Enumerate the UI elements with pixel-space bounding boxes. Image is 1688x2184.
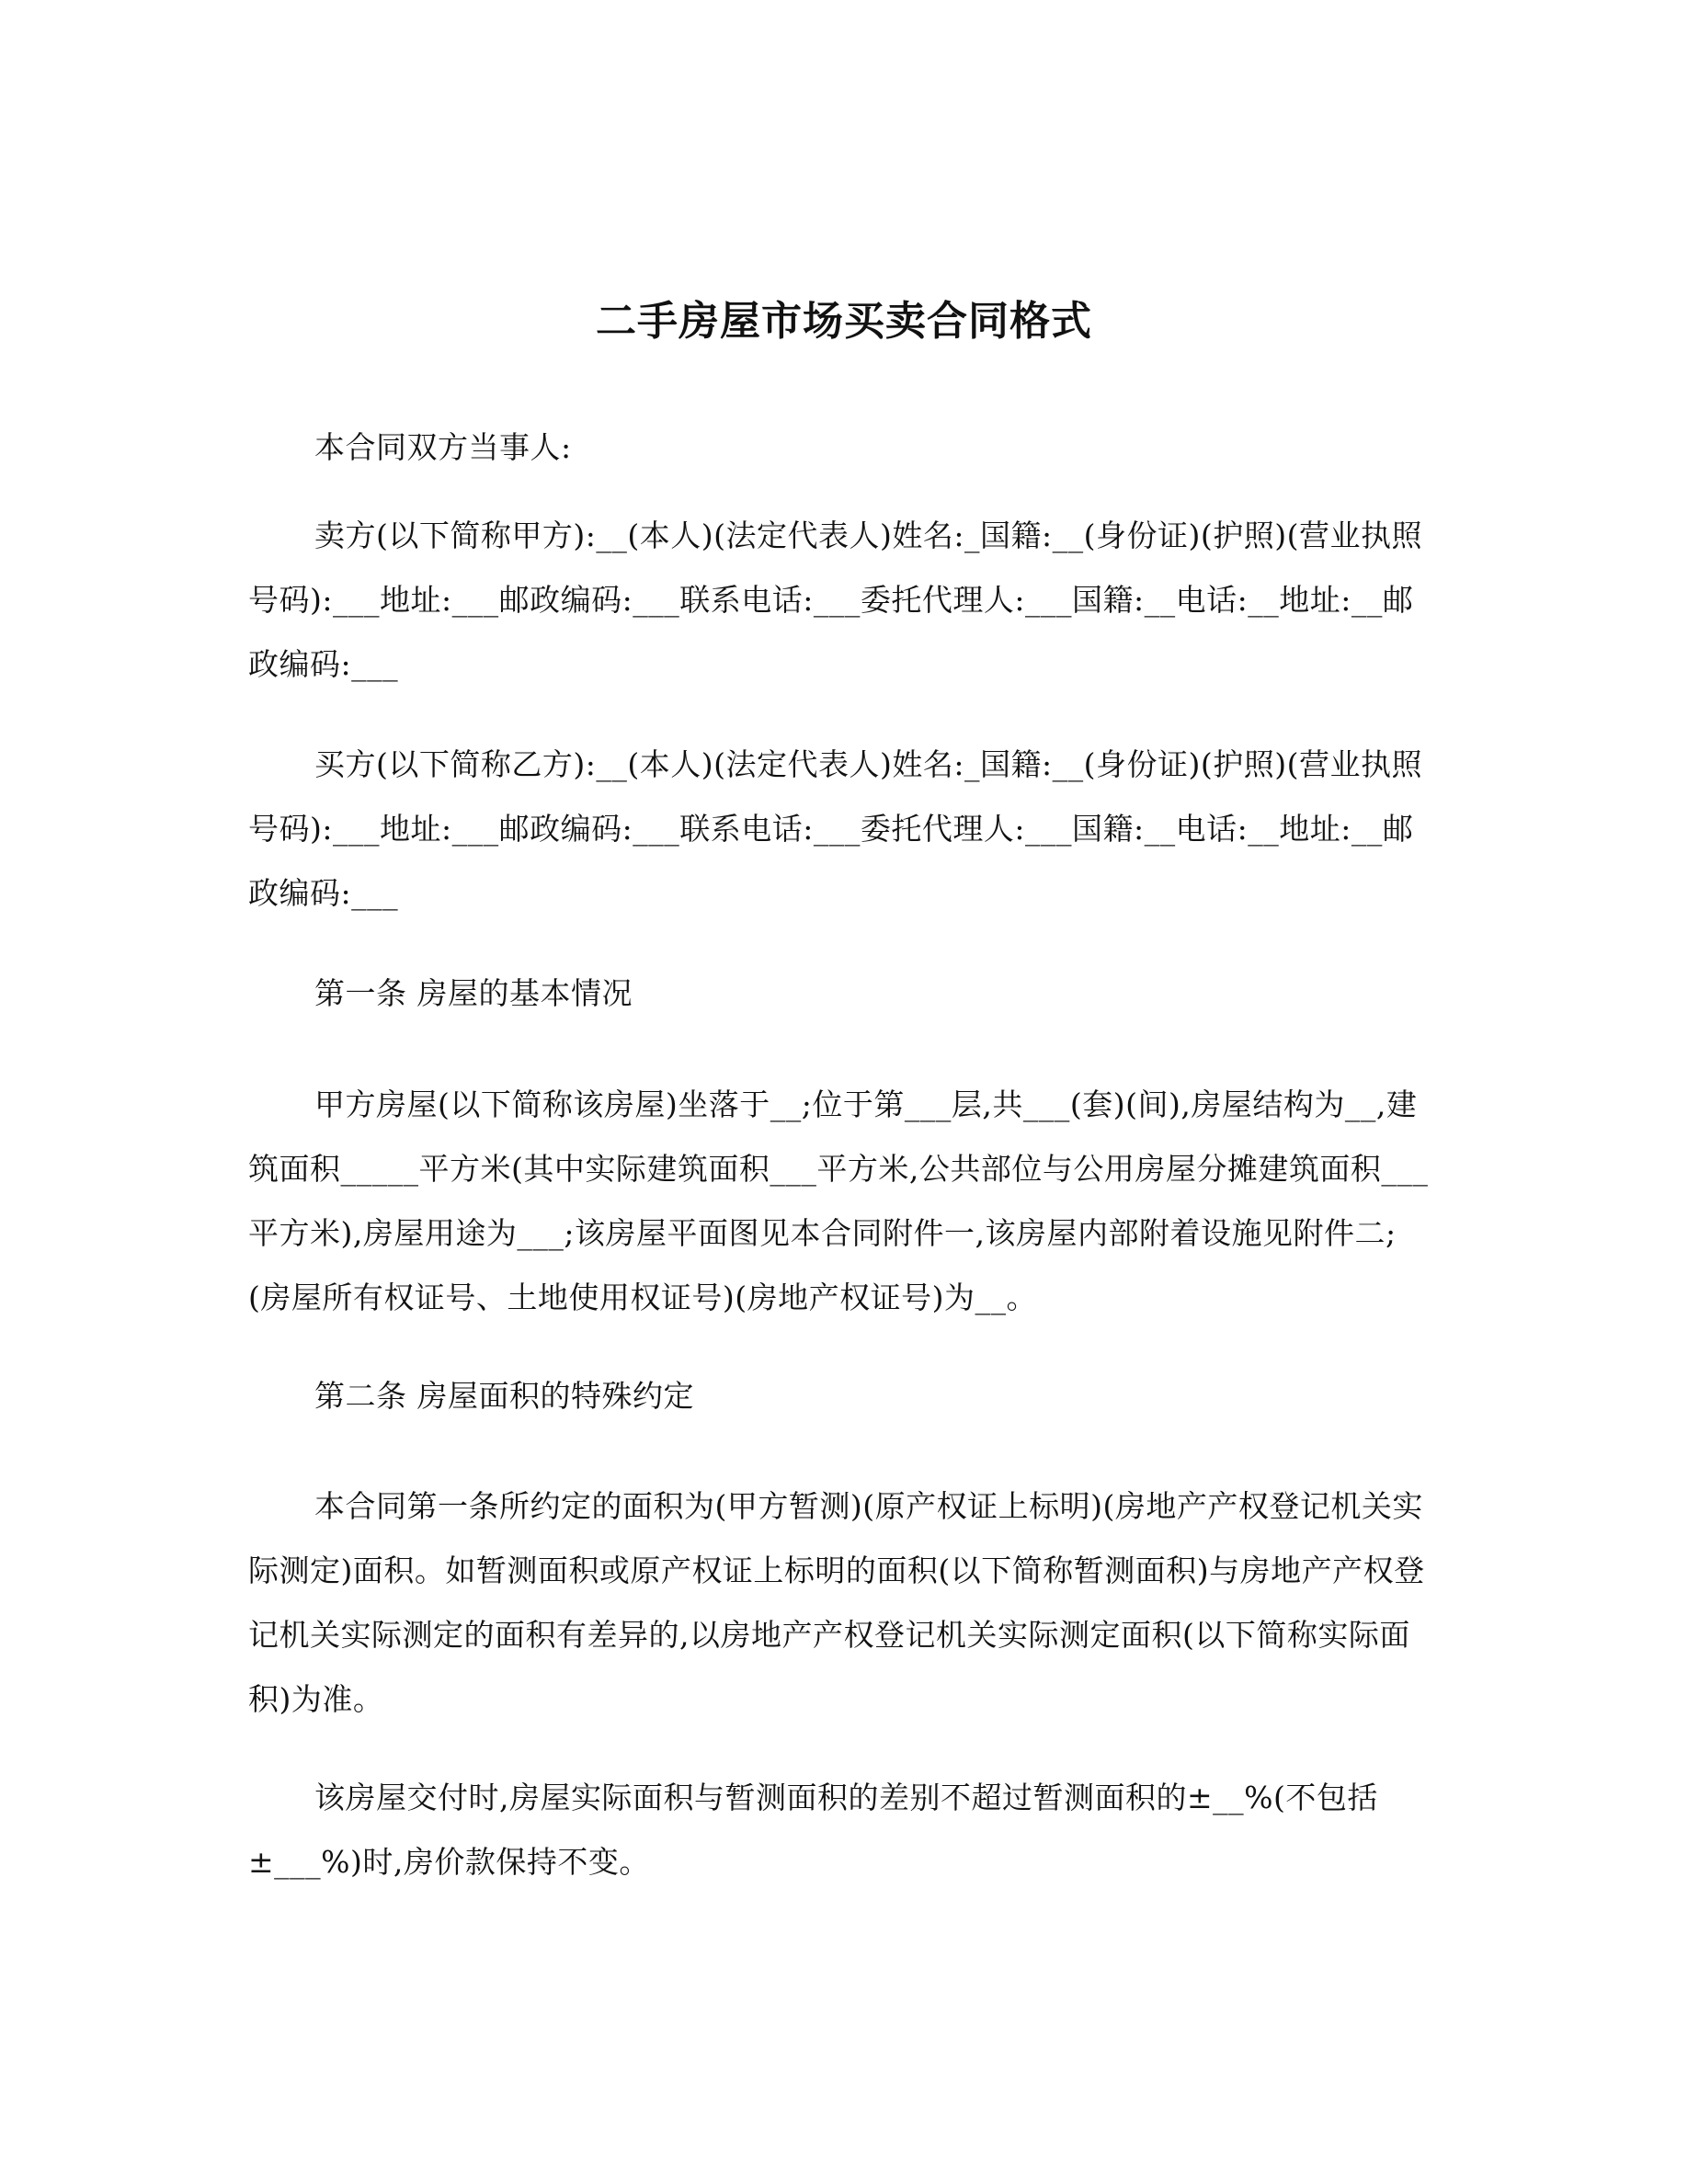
- paragraph-house-info: 甲方房屋(以下简称该房屋)坐落于__;位于第___层,共___(套)(间),房屋结构为__,建筑面积_____平方米(其中实际建筑面积___平方米,公共部位与公用房屋分摊建筑面积___平方米),房屋用途为___;该房屋平面图见本合同附件一,该房屋内部附着设施见附件二;(房屋所有权证号、土地使用权证号)(房地产权证号)为__。: [248, 1086, 1429, 1315]
- paragraph-buyer: 买方(以下简称乙方):__(本人)(法定代表人)姓名:_国籍:__(身份证)(护照)(营业执照号码):___地址:___邮政编码:___联系电话:___委托代理人:___国籍:__电话:__地址:__邮政编码:___: [248, 746, 1422, 911]
- document-title: 二手房屋市场买卖合同格式: [596, 298, 1092, 345]
- paragraph-seller: 卖方(以下简称甲方):__(本人)(法定代表人)姓名:_国籍:__(身份证)(护照)(营业执照号码):___地址:___邮政编码:___联系电话:___委托代理人:___国籍:__电话:__地址:__邮政编码:___: [248, 518, 1422, 682]
- paragraph-area-tolerance: 该房屋交付时,房屋实际面积与暂测面积的差别不超过暂测面积的±__%(不包括±___%)时,房价款保持不变。: [248, 1780, 1378, 1880]
- heading-article-1: 第一条 房屋的基本情况: [314, 975, 633, 1011]
- paragraph-parties-intro: 本合同双方当事人:: [314, 429, 572, 465]
- heading-article-2: 第二条 房屋面积的特殊约定: [314, 1378, 694, 1414]
- paragraph-area-agreement: 本合同第一条所约定的面积为(甲方暂测)(原产权证上标明)(房地产产权登记机关实际测定)面积。如暂测面积或原产权证上标明的面积(以下简称暂测面积)与房地产产权登记机关实际测定的面积有差异的,以房地产产权登记机关实际测定面积(以下简称实际面积)为准。: [248, 1488, 1425, 1717]
